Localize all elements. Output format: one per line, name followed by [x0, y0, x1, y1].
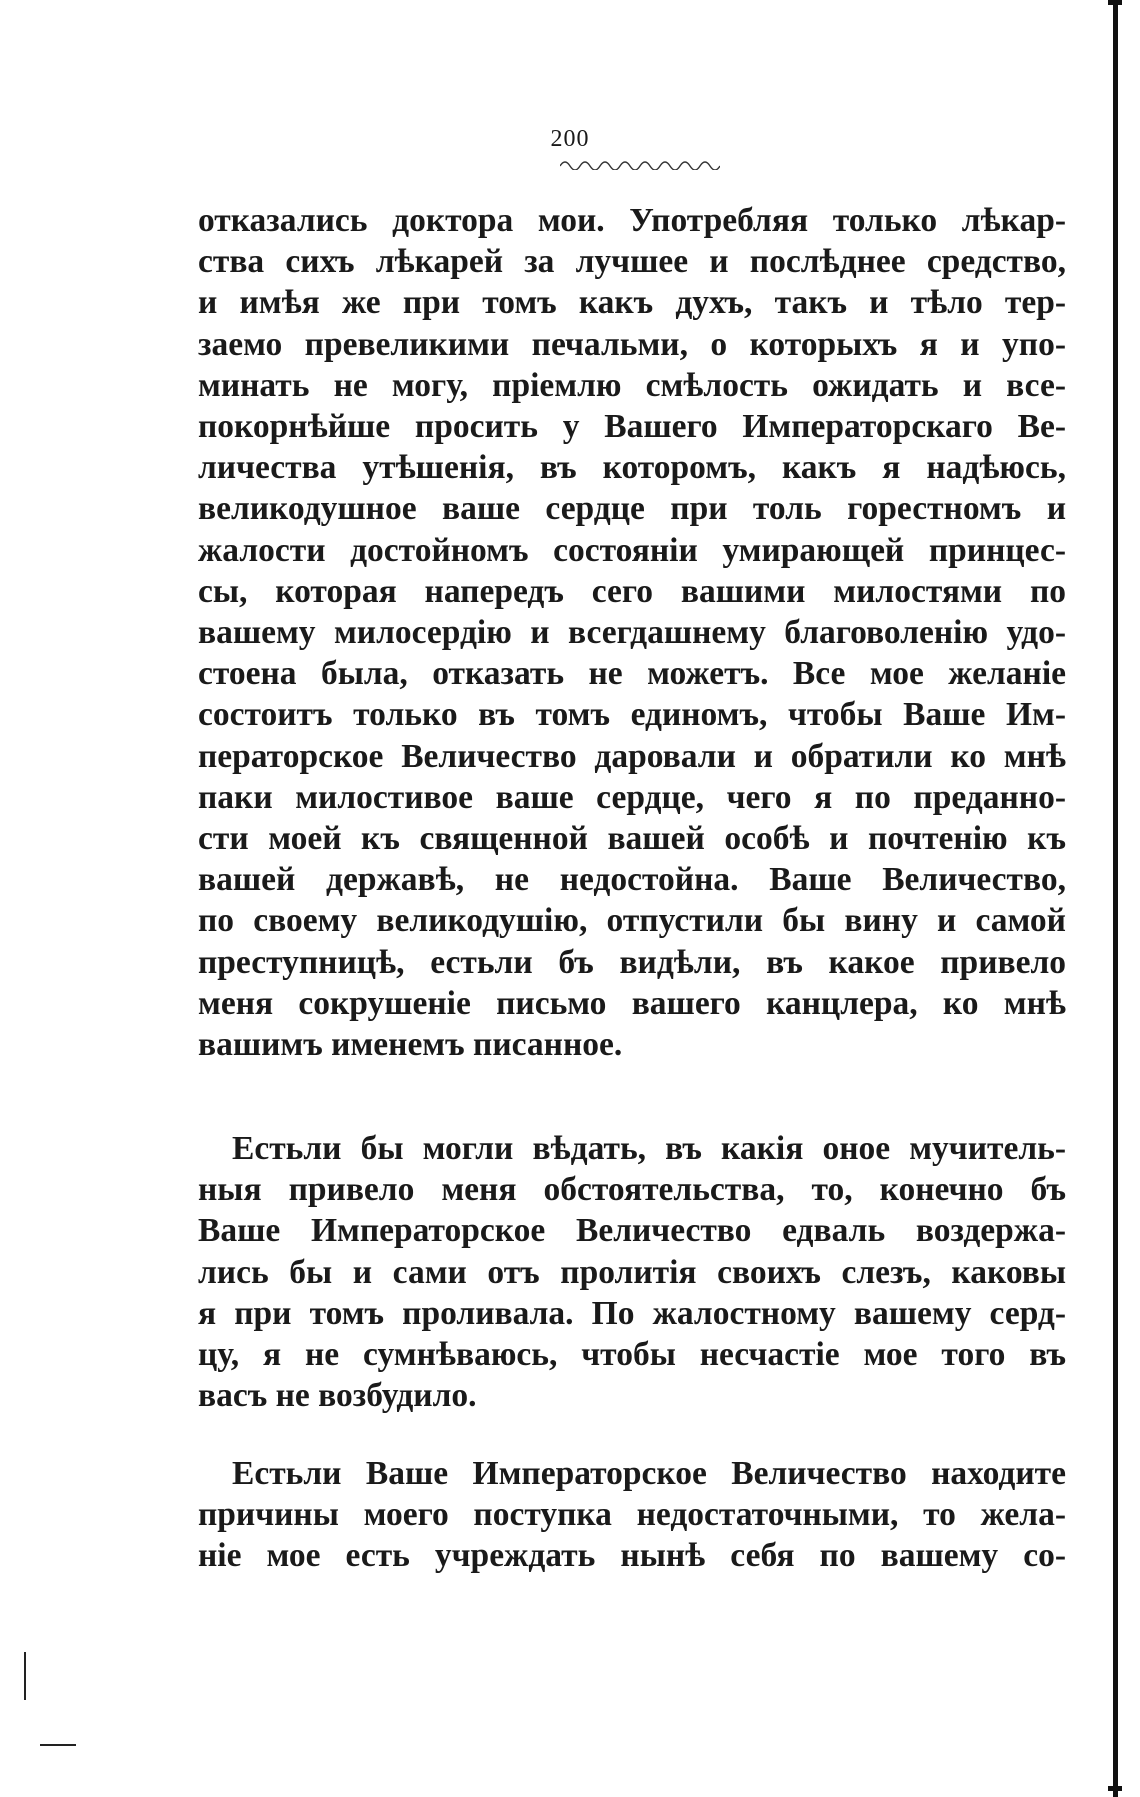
text-line: ства сихъ лѣкарей за лучшее и послѣднее средство,: [198, 243, 1066, 281]
paragraph-1: [198, 200, 1066, 1065]
text-line: васъ не возбудило.: [198, 1377, 477, 1415]
text-line: меня сокрушеніе письмо вашего канцлера, ко мнѣ: [198, 984, 1066, 1022]
text-line: жалости достойномъ состояніи умирающей принцес-: [198, 531, 1066, 569]
text-line: Ваше Императорское Величество едваль воздержа-: [198, 1212, 1066, 1250]
text-line: я при томъ проливала. По жалостному вашему серд-: [198, 1294, 1066, 1332]
text-line: отказались доктора мои. Употребляя только лѣкар-: [198, 202, 1066, 239]
text-line: Естьли Ваше Императорское Величество находите: [232, 1455, 1066, 1492]
text-line: состоитъ только въ томъ единомъ, чтобы Ваше Им-: [198, 696, 1066, 734]
page-number: 200: [550, 126, 590, 152]
text-line: цу, я не сумнѣваюсь, чтобы несчастіе мое того въ: [198, 1336, 1066, 1374]
text-line: минать не могу, пріемлю смѣлость ожидать и все-: [198, 366, 1066, 404]
page-edge-rule: [1113, 0, 1118, 1797]
text-line: Естьли бы могли вѣдать, въ какія оное мучитель-: [232, 1130, 1066, 1167]
paragraph-3: [198, 1453, 1066, 1577]
text-line: великодушное ваше сердце при толь горестномъ и: [198, 490, 1066, 528]
margin-mark: [40, 1744, 76, 1746]
text-line: преступницѣ, естьли бъ видѣли, въ какое привело: [198, 943, 1066, 981]
text-line: вашей державѣ, не недостойна. Ваше Величество,: [198, 861, 1066, 899]
paragraph-2: [198, 1128, 1066, 1416]
text-line: сти моей къ священной вашей особѣ и почтенію къ: [198, 820, 1066, 858]
text-line: по своему великодушію, отпустили бы вину и самой: [198, 902, 1066, 940]
text-line: вашимъ именемъ писанное.: [198, 1026, 623, 1064]
wavy-ornament-icon: [560, 158, 720, 170]
text-line: ніе мое есть учреждать нынѣ себя по вашему со-: [198, 1537, 1066, 1575]
text-line: вашему милосердію и всегдашнему благоволенію удо-: [198, 614, 1066, 652]
text-line: личества утѣшенія, въ которомъ, какъ я надѣюсь,: [198, 449, 1066, 487]
page-edge-rule-top: [1108, 0, 1122, 5]
text-line: ныя привело меня обстоятельства, то, конечно бъ: [198, 1171, 1066, 1209]
text-line: заемо превеликими печальми, о которыхъ я и упо-: [198, 325, 1066, 363]
text-line: покорнѣйше просить у Вашего Императорскаго Ве-: [198, 408, 1066, 446]
text-line: и имѣя же при томъ какъ духъ, такъ и тѣло тер-: [198, 284, 1066, 322]
text-line: ператорское Величество даровали и обратили ко мнѣ: [198, 737, 1066, 775]
margin-mark: [24, 1652, 26, 1700]
text-line: стоена была, отказать не можетъ. Все мое желаніе: [198, 655, 1066, 693]
text-line: паки милостивое ваше сердце, чего я по преданно-: [198, 778, 1066, 816]
text-line: причины моего поступка недостаточными, то жела-: [198, 1496, 1066, 1534]
text-line: сы, которая напередъ сего вашими милостями по: [198, 572, 1066, 610]
page-edge-rule-bottom: [1108, 1786, 1122, 1791]
text-line: лись бы и сами отъ пролитія своихъ слезъ, каковы: [198, 1253, 1066, 1291]
